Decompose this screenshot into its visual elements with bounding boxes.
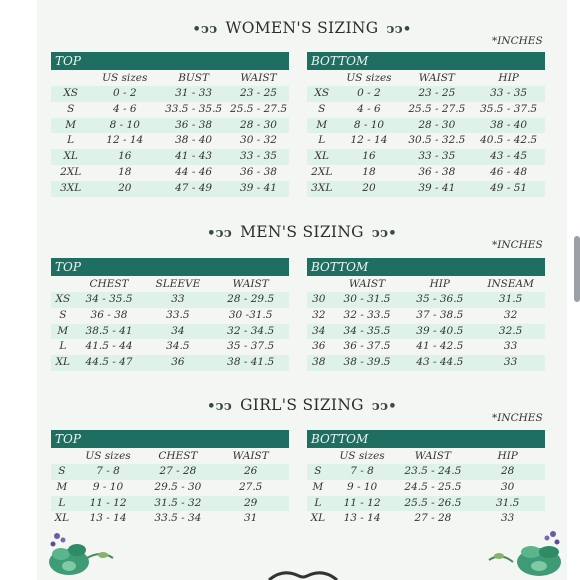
table-row [51, 511, 289, 527]
table-cell: 0 - 2 [357, 87, 381, 99]
table-cell: 33.5 [166, 308, 190, 321]
table-row [307, 86, 545, 102]
succulent-decoration-right-icon [473, 528, 567, 580]
table-cell: 31.5 [495, 496, 520, 509]
girls-bottom-table [307, 430, 545, 527]
table-cell: 3XL [311, 181, 333, 194]
table-cell: 4 - 6 [112, 102, 137, 115]
table-cell: 33 [503, 340, 518, 353]
table-cell: 26 [243, 465, 258, 477]
succulent-decoration-left-icon [43, 528, 123, 580]
table-cell: 35.5 - 37.5 [480, 102, 538, 115]
table-cell: 33 - 35 [490, 87, 528, 99]
table-cell: 25.5 - 27.5 [230, 102, 287, 115]
table-cell: 43 - 44.5 [416, 356, 464, 369]
table-row [51, 181, 289, 197]
table-cell: 13 - 14 [343, 512, 381, 525]
table-cell: 9 - 10 [346, 480, 378, 493]
column-header: WAIST [414, 450, 451, 462]
mens-sizing-title: •ↄↄ MEN'S SIZING ↄↄ• [207, 223, 397, 241]
table-cell: 34 - 35.5 [343, 324, 391, 337]
table-cell: 34 - 35.5 [85, 293, 133, 305]
table-row [307, 324, 545, 340]
table-cell: S [318, 102, 326, 115]
ornament-right-icon: ↄↄ• [386, 22, 412, 37]
table-cell: 30 - 32 [240, 134, 277, 147]
column-header: HIP [429, 278, 450, 290]
table-cell: XL [314, 150, 329, 163]
table-row [51, 118, 289, 134]
table-cell: 27.5 [238, 480, 263, 493]
table-header-bar: BOTTOM [307, 430, 545, 448]
table-row [51, 324, 289, 340]
column-header: INSEAM [487, 278, 534, 290]
table-row [307, 118, 545, 134]
column-headers [51, 70, 289, 86]
table-cell: M [56, 480, 68, 493]
table-cell: 25.5 - 27.5 [408, 102, 466, 115]
table-cell: 24.5 - 25.5 [404, 480, 462, 493]
table-cell: 34 [312, 324, 326, 337]
table-row [51, 355, 289, 371]
ornament-right-icon: ↄↄ• [371, 399, 397, 414]
womens-bottom-table [307, 52, 545, 197]
table-cell: 36 - 37.5 [343, 340, 391, 353]
womens-sizing-title: •ↄↄ WOMEN'S SIZING ↄↄ• [192, 19, 412, 37]
table-row [51, 292, 289, 308]
table-row [51, 464, 289, 480]
table-cell: 32 [312, 308, 326, 321]
table-cell: 30 -31.5 [228, 308, 273, 321]
column-header: US sizes [339, 450, 385, 462]
table-cell: L [318, 134, 326, 147]
table-cell: M [65, 118, 77, 131]
table-cell: 29 [243, 496, 258, 509]
table-row [51, 165, 289, 181]
column-header [51, 70, 90, 86]
table-cell: 33 - 35 [418, 150, 456, 163]
ornament-right-icon: ↄↄ• [371, 226, 397, 241]
table-cell: 33 - 35 [240, 150, 277, 163]
column-header: WAIST [348, 278, 386, 290]
table-row [307, 480, 545, 496]
table-cell: XL [63, 150, 78, 163]
column-header: US sizes [85, 450, 131, 462]
table-row [307, 464, 545, 480]
table-cell: 36 - 38 [418, 165, 456, 178]
table-row [51, 102, 289, 118]
table-cell: 36 [171, 356, 185, 369]
womens-units-note: *INCHES [492, 35, 543, 47]
table-row [307, 308, 545, 324]
table-cell: 41 - 42.5 [416, 340, 464, 353]
table-cell: 9 - 10 [92, 480, 124, 493]
table-row [307, 181, 545, 197]
womens-top-table [51, 52, 289, 197]
table-cell: 44 - 46 [175, 165, 213, 178]
table-row [307, 133, 545, 149]
table-row [307, 149, 545, 165]
girls-units-note: *INCHES [492, 412, 543, 424]
column-headers [307, 70, 545, 86]
table-cell: 13 - 14 [89, 512, 127, 525]
table-cell: M [57, 324, 69, 337]
table-row [51, 149, 289, 165]
table-cell: XL [55, 356, 71, 369]
table-cell: L [67, 134, 75, 147]
table-cell: M [312, 480, 324, 493]
table-cell: 41 - 43 [175, 150, 213, 163]
table-cell: 18 [362, 165, 376, 178]
table-cell: 44.5 - 47 [85, 356, 133, 369]
table-cell: 20 [362, 181, 376, 194]
table-cell: 35 - 37.5 [227, 340, 275, 353]
table-cell: 16 [362, 150, 376, 163]
table-cell: 33 [171, 293, 185, 305]
table-cell: 30 [500, 480, 515, 493]
table-cell: XL [54, 512, 70, 525]
table-cell: 31.5 [498, 293, 523, 305]
table-row [307, 496, 545, 512]
table-cell: 7 - 8 [350, 465, 374, 477]
table-cell: 11 - 12 [89, 496, 127, 509]
table-cell: 4 - 6 [357, 102, 381, 115]
column-header: SLEEVE [155, 278, 201, 290]
table-cell: 38 - 41.5 [227, 356, 275, 369]
table-cell: L [59, 340, 67, 353]
table-row [51, 339, 289, 355]
table-cell: 27 - 28 [414, 512, 452, 525]
table-cell: 30 [312, 293, 326, 305]
ornament-left-icon: •ↄↄ [207, 226, 233, 241]
table-cell: 7 - 8 [96, 465, 120, 477]
table-cell: 8 - 10 [109, 118, 140, 131]
table-row [307, 165, 545, 181]
table-cell: 33.5 - 35.5 [165, 102, 223, 115]
table-cell: 12 - 14 [106, 134, 144, 147]
girls-top-table [51, 430, 289, 527]
table-cell: 28 [500, 465, 515, 477]
table-cell: 32 - 34.5 [227, 324, 275, 337]
table-cell: 29.5 - 30 [154, 480, 202, 493]
column-header [51, 276, 75, 292]
column-header [307, 448, 329, 464]
table-cell: 34.5 [166, 340, 190, 353]
table-header-bar: TOP [51, 52, 289, 70]
table-cell: 36 - 38 [90, 308, 128, 321]
table-cell: 32 [503, 308, 518, 321]
table-cell: 11 - 12 [343, 496, 381, 509]
column-header: HIP [497, 450, 518, 462]
table-cell: 46 - 48 [490, 165, 528, 178]
table-cell: 2XL [60, 165, 82, 178]
table-cell: 36 - 38 [175, 118, 213, 131]
table-cell: 38 [312, 356, 326, 369]
table-row [307, 339, 545, 355]
column-header: WAIST [240, 72, 277, 84]
table-cell: 43 - 45 [490, 150, 528, 163]
column-header [307, 276, 331, 292]
table-row [307, 102, 545, 118]
size-chart-page [37, 0, 567, 580]
table-cell: 31 - 33 [175, 87, 213, 99]
table-cell: M [316, 118, 328, 131]
column-headers [51, 276, 289, 292]
table-cell: 39 - 41 [240, 181, 277, 194]
ornament-left-icon: •ↄↄ [207, 399, 233, 414]
table-header-bar: BOTTOM [307, 258, 545, 276]
column-header: WAIST [418, 72, 455, 84]
table-cell: 23 - 25 [418, 87, 456, 99]
table-cell: 32 - 33.5 [343, 308, 391, 321]
table-row [51, 133, 289, 149]
mens-top-table [51, 258, 289, 371]
table-cell: XS [63, 87, 78, 99]
table-cell: XS [55, 293, 71, 305]
table-cell: 8 - 10 [353, 118, 385, 131]
table-cell: 38 - 40 [175, 134, 213, 147]
column-headers [307, 448, 545, 464]
table-cell: 18 [118, 165, 132, 178]
mens-bottom-table [307, 258, 545, 371]
table-cell: XL [310, 512, 326, 525]
table-cell: S [67, 102, 75, 115]
table-cell: 41.5 - 44 [85, 340, 133, 353]
table-cell: 20 [118, 181, 132, 194]
table-header-bar: TOP [51, 430, 289, 448]
table-cell: 3XL [60, 181, 82, 194]
table-row [51, 86, 289, 102]
table-cell: 49 - 51 [490, 181, 528, 194]
table-cell: 0 - 2 [112, 87, 137, 99]
column-header: BUST [178, 72, 209, 84]
table-cell: 28 - 29.5 [227, 293, 275, 305]
table-cell: 12 - 14 [350, 134, 388, 147]
table-cell: 33.5 - 34 [154, 512, 202, 525]
table-cell: 31.5 - 32 [154, 496, 202, 509]
table-cell: L [58, 496, 66, 509]
column-header: US sizes [102, 72, 148, 84]
table-cell: S [59, 308, 67, 321]
table-row [307, 511, 545, 527]
table-cell: 36 [312, 340, 326, 353]
table-cell: 33 [503, 356, 518, 369]
table-row [51, 496, 289, 512]
table-cell: 27 - 28 [159, 465, 197, 477]
table-cell: L [314, 496, 322, 509]
table-cell: 23 - 25 [240, 87, 277, 99]
column-header [51, 448, 73, 464]
mens-units-note: *INCHES [492, 239, 543, 251]
table-cell: 38 - 40 [490, 118, 528, 131]
table-cell: 16 [118, 150, 132, 163]
table-cell: 30 - 31.5 [343, 293, 391, 305]
table-cell: 40.5 - 42.5 [480, 134, 538, 147]
table-cell: 47 - 49 [175, 181, 213, 194]
table-cell: 33 [500, 512, 515, 525]
table-cell: 30.5 - 32.5 [408, 134, 466, 147]
scrollbar-thumb[interactable] [574, 236, 580, 302]
table-cell: 39 - 40.5 [416, 324, 464, 337]
table-cell: 39 - 41 [418, 181, 456, 194]
table-header-bar: TOP [51, 258, 289, 276]
table-cell: 25.5 - 26.5 [404, 496, 462, 509]
table-cell: XS [314, 87, 330, 99]
column-header: US sizes [346, 72, 392, 84]
column-header [307, 70, 337, 86]
table-cell: 28 - 30 [418, 118, 456, 131]
column-header: WAIST [232, 278, 269, 290]
table-cell: 38.5 - 41 [85, 324, 133, 337]
bottom-ornament-icon [263, 568, 343, 580]
column-headers [307, 276, 545, 292]
table-cell: 36 - 38 [240, 165, 277, 178]
table-cell: S [314, 465, 322, 477]
table-cell: 32.5 [498, 324, 523, 337]
column-header: CHEST [89, 278, 129, 290]
ornament-left-icon: •ↄↄ [192, 22, 218, 37]
column-header: HIP [498, 72, 519, 84]
table-cell: S [58, 465, 66, 477]
table-row [51, 480, 289, 496]
table-cell: 23.5 - 24.5 [404, 465, 462, 477]
table-cell: 37 - 38.5 [416, 308, 464, 321]
column-header: CHEST [158, 450, 198, 462]
girls-sizing-title: •ↄↄ GIRL'S SIZING ↄↄ• [207, 396, 397, 414]
table-cell: 28 - 30 [240, 118, 277, 131]
table-cell: 34 [171, 324, 185, 337]
table-row [51, 308, 289, 324]
table-row [307, 355, 545, 371]
table-row [307, 292, 545, 308]
table-cell: 31 [243, 512, 258, 525]
table-cell: 2XL [311, 165, 333, 178]
table-cell: 38 - 39.5 [343, 356, 391, 369]
column-headers [51, 448, 289, 464]
column-header: WAIST [232, 450, 269, 462]
table-cell: 35 - 36.5 [416, 293, 464, 305]
table-header-bar: BOTTOM [307, 52, 545, 70]
